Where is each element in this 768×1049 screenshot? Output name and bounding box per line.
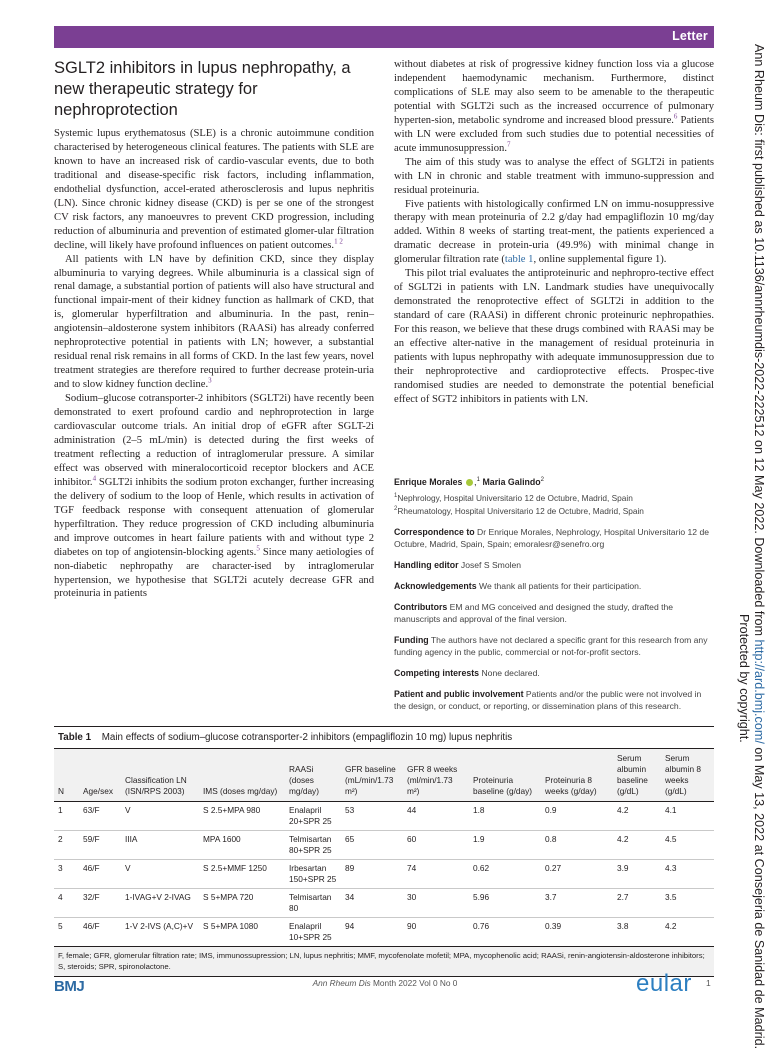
citation[interactable]: 1 2 <box>334 237 343 246</box>
paragraph: Sodium–glucose cotransporter-2 inhibitors (SGLT2i) have recently been demonstrated to exert profound cardio and nephroprotection in large cardiovascular outcome trials. An initial drop of eGFR after SGLT-2i administration (2–5 mL/min) is detected during the first weeks of treatment reflecting a reduction of intraglomerular pressure. A similar effect was observed with mineralocorticoid receptor blockers and ACE inhibitor.$^4$ SGLT2i inhibits the sodium proton exchanger, further increasing the delivery of sodium to the loop of Henle, which results in activation of TGF feedback response with consequent attenuation of glomerular hyperfiltration. They reduce progression of CKD including albuminuria and improve outcomes in heart failure patients with and without type 2 diabetes on top of angiotensin-blocking agents.$^5$ Since many aetiologies of non-diabetic nephropathy are character-ised by intraglomerular hypertension, we hypothesise that SGLT2i acutely decrease GFR and proteinuria in patients <box>54 393 374 600</box>
paragraph: This pilot trial evaluates the antiproteinuric and nephropro-tective effect of SGLT2i in patients with LN. Landmark studies have unequivocally demonstrated the renoprotective effect of SGLT2i in addition to the standard of care (RAASi) in different chronic proteinuric nephropathies. For this reason, we believe that these drugs combined with RAASi may be an effective alter-native in the management of residual proteinuria in patients with lupus nephropathy with adequate immunosuppression due to their nephroprotective and cardioprotective effects. Prospec-tive randomised studies are needed to demonstrate the potential beneficial effect of SGT2 inhibitors in patients with LN. <box>394 268 714 405</box>
competing-interests: Competing interests None declared. <box>394 667 540 678</box>
column-header: GFR baseline (mL/min/1.73 m²) <box>345 764 396 796</box>
body-column-right <box>394 58 714 407</box>
paragraph: The aim of this study was to analyse the effect of SGLT2i in patients with LN in chronic and stable treatment with immuno-suppression and residual proteinuria. <box>394 156 714 196</box>
table-row: 5 46/F 1-V 2-IVS (A,C)+V S 5+MPA 1080 Enalapril 10+SPR 25 94 90 0.76 0.39 3.8 4.2 <box>54 918 714 947</box>
body-column-left <box>54 127 374 601</box>
table-link[interactable]: table 1 <box>504 254 534 266</box>
handling-editor: Handling editor Josef S Smolen <box>394 559 522 570</box>
table-row: 4 32/F 1-IVAG+V 2-IVAG S 5+MPA 720 Telmisartan 80 34 30 5.96 3.7 2.7 3.5 <box>54 889 714 918</box>
table-title: Main effects of sodium–glucose cotransporter-2 inhibitors (empagliflozin 10 mg) lupus nephritis <box>101 732 513 743</box>
bmj-logo[interactable]: BMJ <box>54 978 85 995</box>
funding: Funding The authors have not declared a specific grant for this research from any funding agency in the public, commercial or not-for-profit sectors. <box>394 634 708 657</box>
author-name: Maria Galindo <box>482 477 541 488</box>
paragraph: Five patients with histologically confirmed LN on immu-nosuppressive therapy with mean proteinuria of 2.2 g/day had empagliflozin 10 mg/day added. Within 8 weeks of starting treat-ment, the patients experienced a dramatic decrease in protein-uria (49.9%) with minimal change in glomerular filtration rate (table 1, online supplemental figure 1). <box>394 198 714 266</box>
citation[interactable]: 6 <box>673 112 678 121</box>
table-number: Table 1 <box>58 732 92 743</box>
page-number: 1 <box>706 978 711 988</box>
article-metadata <box>394 474 714 721</box>
eular-logo[interactable]: eular <box>636 970 692 997</box>
table-header-row <box>54 749 714 802</box>
column-header: Serum albumin 8 weeks (g/dL) <box>665 753 701 796</box>
article-title: SGLT2 inhibitors in lupus nephropathy, a new therapeutic strategy for nephroprotection <box>54 59 351 119</box>
table-row: 3 46/F V S 2.5+MMF 1250 Irbesartan 150+SPR 25 89 74 0.62 0.27 3.9 4.3 <box>54 860 714 889</box>
paragraph: without diabetes at risk of progressive kidney function loss via a glucose independent haemodynamic mechanism. Furthermore, distinct complications of SLE may also seem to be amenable to the therapeutic potential with SGLT2i such as the increased occurrence of pulmonary hyperten-sion, metabolic syndrome and increased blood pressure.$^6$ Patients with LN were excluded from such studies due to potential necessities of acute immunosuppression.$^7$ <box>394 59 714 154</box>
acknowledgements: Acknowledgements We thank all patients for their participation. <box>394 580 642 591</box>
column-header: Classification LN (ISN/RPS 2003) <box>125 775 187 796</box>
column-header: IMS (doses mg/day) <box>203 786 278 796</box>
citation[interactable]: 7 <box>506 140 511 149</box>
table-row: 2 59/F IIIA MPA 1600 Telmisartan 80+SPR 25 65 60 1.9 0.8 4.2 4.5 <box>54 831 714 860</box>
column-header: N <box>58 786 64 796</box>
column-header: Proteinuria 8 weeks (g/day) <box>545 775 597 796</box>
contributors: Contributors EM and MG conceived and designed the study, drafted the manuscripts and approval of the final version. <box>394 601 674 624</box>
table-row: 1 63/F V S 2.5+MPA 980 Enalapril 20+SPR 25 53 44 1.8 0.9 4.2 4.1 <box>54 802 714 831</box>
table-caption <box>54 727 714 749</box>
results-table <box>54 726 714 977</box>
download-watermark: Ann Rheum Dis: first published as 10.1136/annrheumdis-2022-222512 on 12 May 2022. Downloaded from http://ard.bmj.com/ on May 13, 2022 at Consejeria de Sanidad de Madrid. Protected by copyright. <box>737 44 766 1049</box>
table-footnote: F, female; GFR, glomerular filtration rate; IMS, immunossupression; LN, lupus nephritis; MMF, mycofenolate mofetil; MPA, mycophenolic acid; RAASi, renin-angiotensin-aldosterone inhibitors; S, steroids; SPR, spironolactone. <box>54 946 714 977</box>
author-name: Enrique Morales <box>394 477 463 488</box>
column-header: GFR 8 weeks (ml/min/1.73 m²) <box>407 764 458 796</box>
orcid-icon[interactable] <box>466 479 473 486</box>
citation[interactable]: 5 <box>256 544 260 553</box>
citation[interactable]: 3 <box>208 376 212 385</box>
article-type-banner <box>54 26 714 48</box>
affiliation: $^2$Rheumatology, Hospital Universitario 12 de Octubre, Madrid, Spain <box>394 505 644 516</box>
column-header: RAASi (doses mg/day) <box>289 764 319 796</box>
column-header: Age/sex <box>83 786 113 796</box>
paragraph: All patients with LN have by definition CKD, since they display albuminuria to varying degrees. While albuminuria is a classical sign of renal damage, a substantial portion of patients will also have structural and functional impair-ment of their kidney function as hallmark of CKD, that is, glomerular hyperfiltration and albuminuria. In the past, renin–angiotensin–aldosterone system inhibitors (RAASi) has already conferred nephroprotective potential in patients with LN; however, a substantial residual renal risk remains in all forms of CKD. In the last few years, novel treatment strategies are therefore required to further decrease protein-uria and to slow kidney function decline.$^3$ <box>54 253 374 391</box>
affiliation: $^1$Nephrology, Hospital Universitario 12 de Octubre, Madrid, Spain <box>394 492 633 503</box>
citation[interactable]: 4 <box>92 474 97 483</box>
journal-issue: Ann Rheum Dis Month 2022 Vol 0 No 0 <box>312 978 458 988</box>
paragraph: Systemic lupus erythematosus (SLE) is a chronic autoimmune condition characterised by heterogeneous clinical features. The patients with SLE are known to have an increased risk of cardio-vascular events, due to both traditional and disease-specific risk factors, including inflammation, endothelial dysfunction, accel-erated atherosclerosis and lupus nephritis (LN). Since chronic kidney disease (CKD) is per se one of the strongest CV risk factors, any manoeuvres to prevent CKD progression, including reduction of albuminuria and prevention of estimated glomer-ular filtration decline, will likely have profound influences on patient outcomes.$^{1 2}$ <box>54 128 374 251</box>
correspondence: Correspondence to Dr Enrique Morales, Nephrology, Hospital Universitario 12 de Octubre, Madrid, Spain, Spain; emoralesr@senefro.org <box>394 526 710 549</box>
column-header: Proteinuria baseline (g/day) <box>473 775 533 796</box>
column-header: Serum albumin baseline (g/dL) <box>617 753 648 796</box>
author-list: Enrique Morales ,$^1$ Maria Galindo$^2$ $^1$Nephrology, Hospital Universitario 12 de Octubre, Madrid, Spain $^2$Rheumatology, Hospital Universitario 12 de Octubre, Madrid, Spain <box>394 474 714 517</box>
article-type-label: Letter <box>672 29 708 43</box>
data-table <box>54 749 714 946</box>
patient-public-involvement: Patient and public involvement Patients and/or the public were not involved in the design, or conduct, or reporting, or dissemination plans of this research. <box>394 688 702 711</box>
journal-url-link[interactable]: http://ard.bmj.com/ <box>752 639 766 744</box>
